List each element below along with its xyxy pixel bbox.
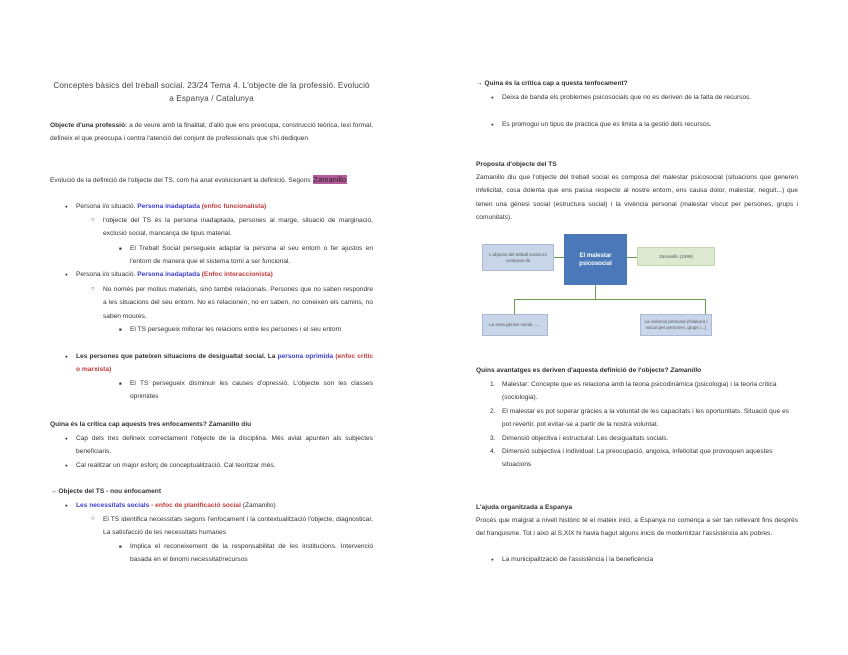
- list-item: ● Cap dels tres defineix correctament l'objecte de la disciplina. Més aviat apunten als subjectes beneficiaris.: [76, 432, 373, 459]
- bullet-red-text: - enfoc de planificació social: [149, 502, 241, 509]
- section-heading: Quins avantatges es deriven d'aquesta definició de l'objecte?: [476, 367, 671, 374]
- proposal-title: [476, 158, 798, 171]
- list-item: ● La municipalització de l'assistència i la beneficència: [502, 553, 798, 566]
- item-text: Dimensió subjectiva i individual: La preocupació, angoixa, infelicitat que provoquen aquestes situacions: [502, 448, 773, 469]
- connector-line: [705, 299, 706, 314]
- numbered-item: [490, 432, 798, 445]
- evolution-text: Evolució de la definició de l'objecte del TS, com ha anat evolucionant la definició. Segons: [50, 177, 313, 184]
- diagram-box-zamanillo: Zamanillo (1999): [637, 247, 715, 266]
- item-number: 2.: [490, 408, 496, 415]
- list-item: ■ El Treball Social persegueix adaptar la persona al seu entorn o fer ajustos en l'entorn de manera que el sistema torni a ser funcional.: [130, 242, 373, 269]
- bullet-blue-text: Persona inadaptada: [137, 271, 200, 278]
- bullet-text: Persona i/o situació.: [76, 203, 138, 210]
- diagram-box-vivencia: La vivència personal (l'elabora i viscut per persones, grups i...): [640, 314, 712, 336]
- numbered-item: [490, 378, 798, 405]
- bullet-blue-text: Persona inadaptada: [137, 203, 200, 210]
- list-item: [76, 350, 373, 377]
- item-text: El malestar es pot superar gràcies a la voluntat de les capacitats i les oportunitats. Situació que es pot revertir, pot evitar-se a partir de la nostra voluntat.: [502, 408, 789, 429]
- new-approach-title: [50, 485, 373, 498]
- list-item: ● Cal realitzar un major esforç de conceptualització. Cal teoritzar més.: [76, 459, 373, 472]
- list-item: ○ No només per motius materials, sinó també relacionals. Persones que no saben respondre a les situacions del seu entorn. No es relacionen, no en saben, no coneixen els camins, no saben moures.: [103, 283, 373, 323]
- list-item: [76, 268, 373, 281]
- list-item: [76, 200, 373, 213]
- diagram-box-object: L'objecte del treball social es composa de: [482, 244, 554, 271]
- numbered-item: [490, 405, 798, 432]
- bullet-blue-text: Les necessitats socials: [76, 502, 150, 509]
- item-text: Dimensió objectiva i estructural: Les desigualtats socials.: [502, 435, 669, 442]
- diagram-box-genesi: La seva gènesi social ......: [482, 314, 548, 336]
- section-heading: → Quina és la crítica cap a questa tenfocament?: [476, 80, 628, 87]
- bullet-text: Les persones que pateixen situacions de desigualtat social. La: [76, 353, 278, 360]
- section-heading: Proposta d'objecte del TS: [476, 161, 557, 168]
- item-number: 1.: [490, 381, 496, 388]
- bullet-blue-text: persona oprimida: [277, 353, 334, 360]
- list-item: ○ l'objecte del TS és la persona inadaptada, persones al marge, situació de marginació, exclusió social, mancança de tipus material.: [103, 214, 373, 241]
- ajuda-text: Procés que malgrat a nivell històric té el mateix inici, a Espanya no comença a ser tan rellevant fins després del franquisme. Tot i això al S.XIX hi havia hagut alguns inicis de modernitzar l'assistència als pobres.: [476, 517, 798, 538]
- paragraph-evolution: [50, 173, 373, 187]
- bullet-red-text: (enfoc crític o marxista): [76, 353, 373, 374]
- list-item: [76, 499, 373, 512]
- concept-diagram: [476, 230, 798, 342]
- section-heading: → Objecte del TS - nou enfocament: [50, 488, 162, 495]
- bullet-text: (Zamanillo): [240, 502, 276, 509]
- proposal-text: Zamanillo diu que l'objecte del treball social es composa del malestar psicosocial (situacions que generen infelicitat, cosa dolenta que ens passa respecte al nostre entorn, ens causa dolor, malestar, neguit...) que tenen una gènesi social (estructura social) i la vivència personal (malestar viscut per persones, grups i comunitats).: [476, 174, 798, 221]
- page-title: Conceptes bàsics del treball social. 23/24 Tema 4. L'objecte de la professió. Evolució a Espanya / Catalunya: [53, 81, 370, 103]
- object-definition-text: a de veure amb la finalitat, d'allò que ens preocupa, construcció teòrica, lexi formal, defineix el que preocupa i centra l'atenció del conjunt de professionals que s'hi dediquen: [50, 122, 373, 143]
- connector-line: [627, 257, 637, 258]
- item-text: Malestar: Concepte que es relaciona amb la teoria psicodinàmica (psicologia) i la teoria crítica (sociologia).: [502, 381, 777, 402]
- paragraph-object-definition: [50, 119, 373, 146]
- list-item: ■ El TS persegueix millorar les relacions entre les persones i el seu entorn: [130, 323, 373, 336]
- item-number: 4.: [490, 448, 496, 455]
- question-text: Quina és la crítica cap aquests tres enfocaments? Zamanillo diu: [50, 421, 252, 428]
- diagram-box-malestar: El malestar psicosocial: [564, 234, 627, 285]
- section-heading-author: Zamanillo: [670, 367, 702, 374]
- critique-title: [476, 77, 798, 90]
- list-item: ● Es promogui un tipus de pràctica que es limita a la gestió dels recursos.: [502, 118, 798, 131]
- list-item: ○ El TS identifica necessitats segons l'enfocament i la contextualització l'objecte, diagnosticar. La satisfacció de les necessitats humanes: [103, 513, 373, 540]
- item-number: 3.: [490, 435, 496, 442]
- ajuda-title: [476, 501, 798, 514]
- list-item: ● Deixa de banda els problemes psicosocials que no es deriven de la falta de recursos.: [502, 91, 798, 104]
- numbered-item: [490, 445, 798, 472]
- connector-line: [514, 299, 515, 314]
- bullet-text: Persona i/o situació.: [76, 271, 138, 278]
- question-critique: [50, 418, 373, 431]
- bullet-red-text: (enfoc funcionalista): [199, 203, 267, 210]
- connector-line: [514, 299, 706, 300]
- object-definition-label: Objecte d'una professió:: [50, 122, 128, 129]
- advantages-title: [476, 364, 798, 377]
- list-item: ■ El TS persegueix disminuir les causes d'opressió. L'objecte son les classes oprimides: [130, 377, 373, 404]
- bullet-red-text: (Enfoc interaccionista): [199, 271, 273, 278]
- section-heading: L'ajuda organitzada a Espanya: [476, 504, 573, 511]
- list-item: ■ Implica el reconeixement de la responsabilitat de les institucions. Intervenció basada en el binomi necessitat/recursos: [130, 540, 373, 567]
- connector-line: [554, 257, 564, 258]
- connector-line: [595, 285, 596, 299]
- highlight-zamanillo: Zamanillo: [313, 175, 347, 184]
